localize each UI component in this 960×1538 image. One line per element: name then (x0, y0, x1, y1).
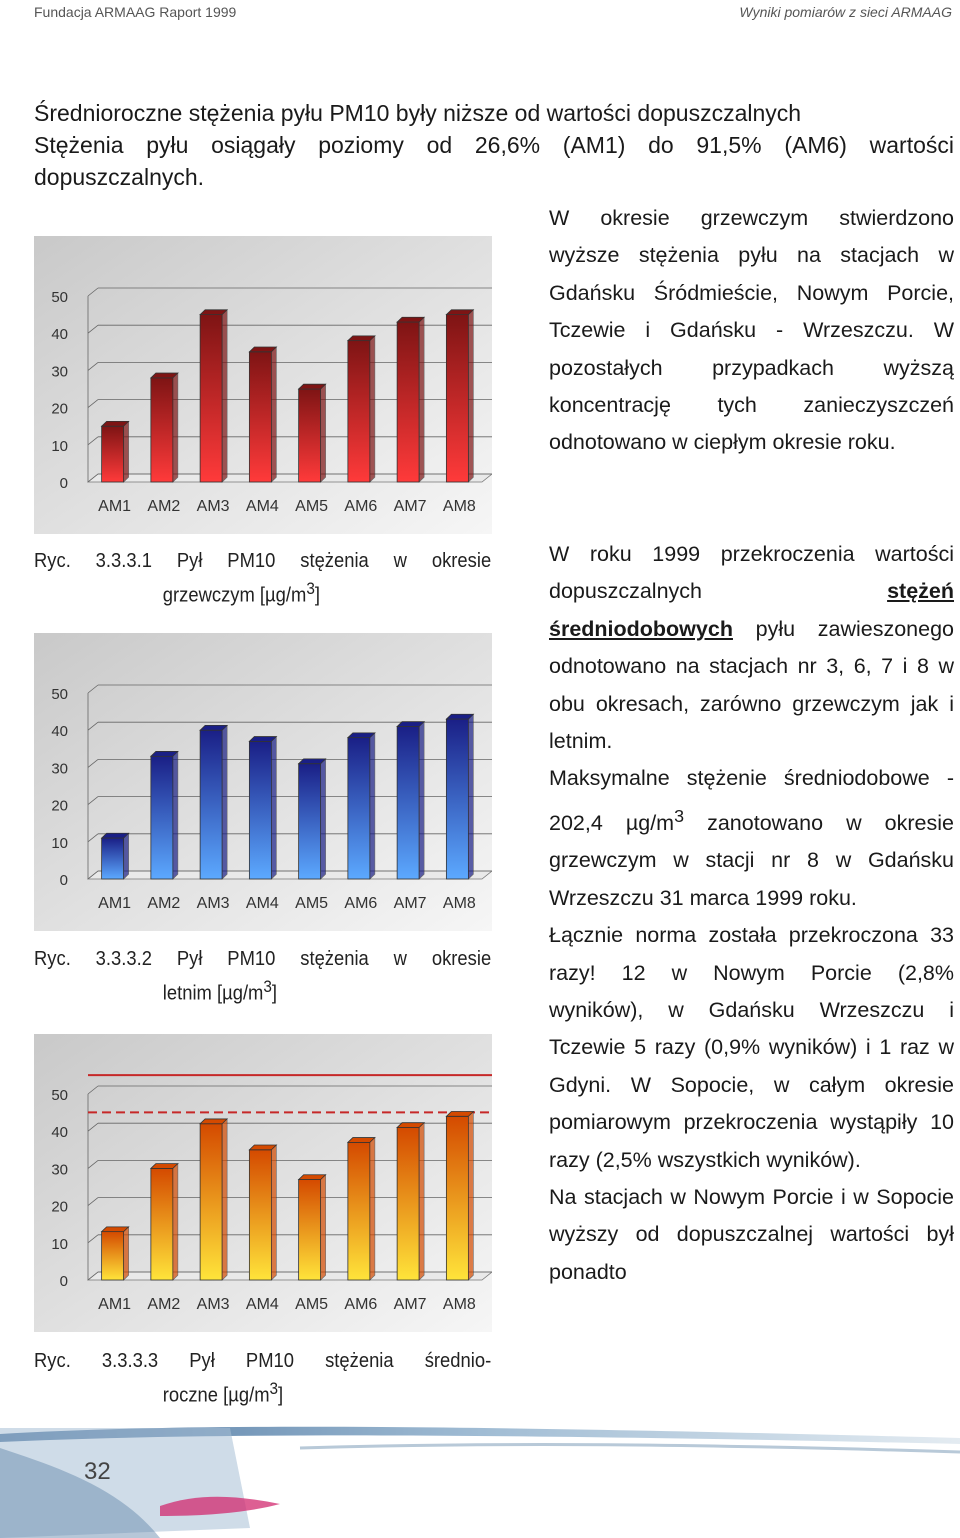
bar (348, 738, 370, 879)
bar (397, 1127, 419, 1280)
caption-row-2 (34, 1375, 455, 1410)
column-block-1 (549, 200, 954, 462)
bar-side (222, 310, 227, 482)
bar-side (370, 1138, 375, 1280)
caption-end: ] (278, 1384, 284, 1407)
caption-word: Pył (189, 1350, 215, 1372)
bar-side (321, 759, 326, 879)
caption-word: 3.3.3.3 (101, 1350, 159, 1372)
caption-line2: roczne [µg/m (162, 1384, 270, 1407)
bar-side (124, 421, 129, 482)
caption-end: ] (271, 982, 278, 1005)
y-tick-label: 30 (51, 1161, 68, 1179)
paragraph-exceedances (549, 536, 954, 760)
bar (348, 1142, 370, 1280)
x-tick-label: AM1 (98, 1296, 132, 1313)
bar-side (222, 1119, 227, 1280)
x-tick-label: AM2 (147, 498, 181, 515)
x-tick-label: AM6 (344, 895, 378, 912)
maximum-text-b: zanotowano w okresie grzewczym w stacji nr 8 w Gdańsku Wrzeszczu 31 marca 1999 roku. (549, 811, 954, 910)
paragraph-total: Łącznie norma została przekroczona 33 razy! 12 w Nowym Porcie (2,8% wyników), w Gdańsku Wrzeszczu i Tczewie 5 razy (0,9% wyników) i 1 raz w Gdyni. W Sopocie, w całym okresie pomiarowym przekroczenia wystąpiły 10 razy (2,5% wszystkich wyników). (549, 923, 954, 1172)
y-tick-label: 40 (51, 1124, 68, 1142)
bar (151, 756, 173, 879)
bar-side (124, 833, 129, 879)
y-tick-label: 10 (51, 834, 68, 852)
y-tick-label: 0 (59, 872, 68, 889)
chart-svg-heating (34, 236, 492, 534)
chart-floor (88, 474, 492, 482)
x-tick-label: AM6 (344, 1296, 378, 1313)
caption-end: ] (314, 584, 320, 607)
bar-side (468, 1112, 473, 1280)
daily-average-term: stężeń średniodobowych (549, 579, 954, 641)
caption-sup: 3 (269, 1379, 279, 1398)
bar (249, 352, 271, 482)
bar-side (468, 310, 473, 482)
caption-sup: 3 (263, 977, 272, 996)
intro-line-1: Średnioroczne stężenia pyłu PM10 były niższe od wartości dopuszczalnych (34, 100, 802, 126)
intro-text (34, 97, 954, 193)
caption-chart-2 (34, 946, 492, 1008)
caption-line2: letnim [µg/m (162, 982, 264, 1005)
paragraph-maximum (549, 760, 954, 917)
caption-word: Ryc. (34, 1350, 71, 1372)
y-tick-label: 10 (51, 1235, 68, 1253)
caption-word: 3.3.3.1 (95, 550, 152, 572)
column-block-2 (549, 536, 954, 1291)
caption-word: PM10 (227, 550, 276, 572)
bar-side (321, 384, 326, 482)
caption-word: stężenia (300, 550, 369, 572)
caption-word: okresie (431, 948, 492, 970)
exceedance-text-c: pyłu zawieszonego odnotowano na stacjach nr 3, 6, 7 i 8 w obu okresach, zarówno grzewczym jak i letnim. (549, 616, 954, 754)
bar-side (173, 373, 178, 482)
y-tick-label: 40 (51, 723, 68, 741)
header-right: Wyniki pomiarów z sieci ARMAAG (739, 4, 952, 20)
bar-side (419, 722, 424, 879)
bar-side (468, 714, 473, 879)
paragraph-annual: Na stacjach w Nowym Porcie i w Sopocie wyższy od dopuszczalnej wartości był ponadto (549, 1185, 954, 1284)
chart-floor (88, 1272, 492, 1280)
maximum-text-a: Maksymalne stężenie średniodobowe - 202,4 µg/m (549, 766, 954, 835)
y-tick-label: 50 (51, 289, 68, 306)
x-tick-label: AM5 (295, 1296, 329, 1313)
bar-side (222, 725, 227, 879)
bar (299, 389, 321, 482)
bar-side (124, 1227, 129, 1280)
x-tick-label: AM7 (393, 1296, 427, 1313)
bar (348, 341, 370, 482)
caption-word: średnio- (424, 1350, 492, 1372)
x-tick-label: AM8 (442, 1296, 476, 1313)
bar (249, 1150, 271, 1280)
caption-word: PM10 (245, 1350, 295, 1372)
x-tick-label: AM4 (245, 895, 279, 912)
chart-svg-annual (34, 1034, 492, 1332)
caption-sup: 3 (306, 579, 315, 598)
y-tick-label: 20 (51, 797, 68, 815)
caption-row-2 (34, 575, 455, 610)
caption-word: w (393, 550, 407, 572)
x-tick-label: AM5 (295, 498, 329, 515)
bar (397, 726, 419, 879)
caption-word: PM10 (227, 948, 276, 970)
bar-side (173, 751, 178, 879)
caption-word: w (393, 948, 407, 970)
y-tick-label: 0 (59, 475, 68, 492)
chart-floor (88, 871, 492, 879)
bar-side (271, 737, 276, 879)
caption-line2: grzewczym [µg/m (162, 584, 307, 607)
bar-side (271, 1145, 276, 1280)
bar-side (419, 317, 424, 482)
caption-row-2 (34, 973, 455, 1008)
bar (299, 1180, 321, 1280)
maximum-unit-sup: 3 (674, 805, 685, 826)
x-tick-label: AM8 (442, 895, 476, 912)
x-tick-label: AM5 (295, 895, 329, 912)
footer-brush-decoration (0, 1408, 960, 1538)
x-tick-label: AM1 (98, 498, 132, 515)
x-tick-label: AM7 (393, 895, 427, 912)
bar (249, 741, 271, 879)
x-tick-label: AM4 (245, 1296, 279, 1313)
x-tick-label: AM6 (344, 498, 378, 515)
caption-chart-3 (34, 1348, 492, 1410)
bar (397, 322, 419, 482)
y-tick-label: 30 (51, 760, 68, 778)
paragraph-heating-season: W okresie grzewczym stwierdzono wyższe stężenia pyłu na stacjach w Gdańsku Śródmieście, Nowym Porcie, Tczewie i Gdańsku - Wrzeszczu. W pozostałych przypadkach wyższą koncentrację tych zanieczyszczeń odnotowano w ciepłym okresie roku. (549, 206, 954, 455)
x-tick-label: AM4 (245, 498, 279, 515)
y-tick-label: 10 (51, 437, 68, 455)
intro-line-2: Stężenia pyłu osiągały poziomy od 26,6% (AM1) do 91,5% (AM6) wartości dopuszczalnych. (34, 132, 954, 190)
chart-svg-summer (34, 633, 492, 931)
caption-word: Pył (176, 948, 203, 970)
caption-row-1 (34, 548, 491, 575)
y-tick-label: 50 (51, 1087, 68, 1104)
y-tick-label: 40 (51, 326, 68, 344)
caption-word: okresie (431, 550, 492, 572)
bar (299, 764, 321, 879)
bar-side (173, 1164, 178, 1280)
exceedance-text-a: W roku 1999 przekroczenia wartości dopuszczalnych (549, 542, 954, 604)
caption-row-1 (34, 1348, 491, 1375)
y-tick-label: 30 (51, 363, 68, 381)
x-tick-label: AM8 (442, 498, 476, 515)
y-tick-label: 20 (51, 1198, 68, 1216)
bar (151, 378, 173, 482)
header-left: Fundacja ARMAAG Raport 1999 (34, 4, 237, 20)
caption-word: Pył (176, 550, 203, 572)
chart-heating-season (34, 236, 492, 534)
page-number: 32 (84, 1458, 111, 1485)
x-tick-label: AM2 (147, 1296, 181, 1313)
caption-word: Ryc. (34, 550, 71, 572)
bar (102, 1232, 124, 1280)
bar-side (271, 347, 276, 482)
bar (446, 315, 468, 482)
x-tick-label: AM7 (393, 498, 427, 515)
bar-side (419, 1123, 424, 1280)
x-tick-label: AM3 (196, 498, 230, 515)
bar (200, 1124, 222, 1280)
chart-annual (34, 1034, 492, 1332)
x-tick-label: AM1 (98, 895, 132, 912)
caption-word: stężenia (325, 1350, 394, 1372)
bar (200, 315, 222, 482)
bar (446, 1116, 468, 1280)
caption-word: stężenia (300, 948, 369, 970)
bar (102, 426, 124, 482)
y-tick-label: 0 (59, 1273, 68, 1290)
caption-row-1 (34, 946, 491, 973)
x-tick-label: AM2 (147, 895, 181, 912)
y-tick-label: 50 (51, 686, 68, 703)
caption-word: Ryc. (34, 948, 71, 970)
bar (102, 838, 124, 879)
bar (200, 730, 222, 879)
bar-side (370, 336, 375, 482)
bar (151, 1168, 173, 1280)
x-tick-label: AM3 (196, 1296, 230, 1313)
y-tick-label: 20 (51, 400, 68, 418)
x-tick-label: AM3 (196, 895, 230, 912)
chart-summer-season (34, 633, 492, 931)
bar-side (321, 1175, 326, 1280)
caption-word: 3.3.3.2 (95, 948, 152, 970)
caption-chart-1 (34, 548, 492, 610)
bar-side (370, 733, 375, 879)
bar (446, 719, 468, 879)
